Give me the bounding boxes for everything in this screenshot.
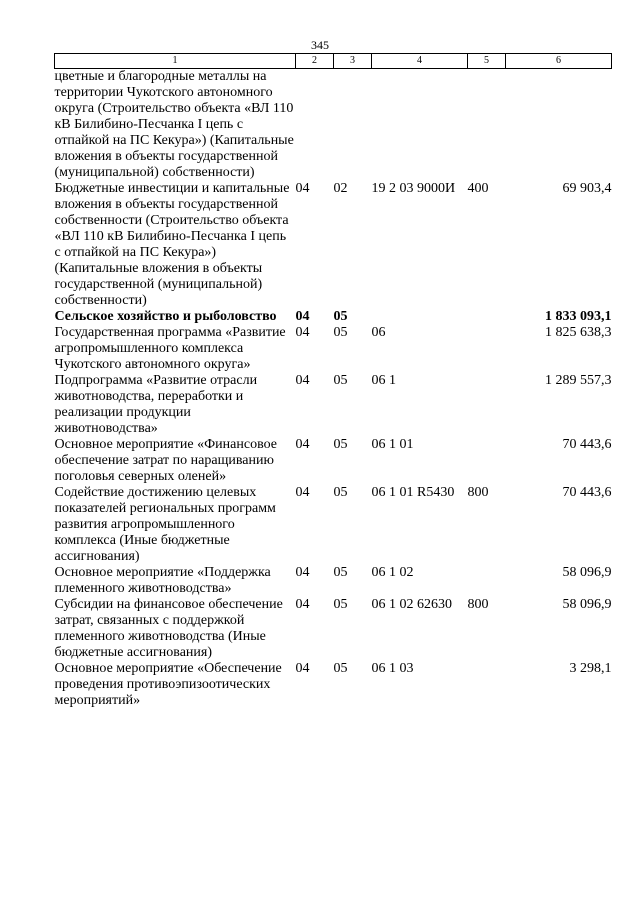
row-description: Подпрограмма «Развитие отрасли животноводства, переработки и реализации продукции животноводства» [54,373,258,436]
row-amount: 1 825 638,3 [545,325,612,340]
row-description: Бюджетные инвестиции и капитальные вложения в объекты государственной собственности (Строительство объекта «ВЛ 110 кВ Билибино-Песчанка I цепь с отпайкой на ПС Кекура») (Капитальные вложения в объекты государственной (муниципальной) собственности) [54,181,290,308]
row-expense-type [468,373,506,437]
row-target-article: 06 [371,325,386,340]
table-row [55,565,612,597]
row-subsection-code: 05 [333,661,348,676]
row-description: Основное мероприятие «Финансовое обеспечение затрат по наращиванию поголовья северных оленей» [54,437,277,484]
row-section-code: 04 [295,597,310,612]
table-row [55,325,612,373]
row-expense-type [468,661,506,709]
table-row [55,437,612,485]
table-row [55,597,612,661]
table-row [55,181,612,309]
row-target-article: 06 1 03 [371,661,414,676]
row-amount: 1 289 557,3 [545,373,612,388]
row-subsection-code: 05 [333,485,348,500]
row-amount: 70 443,6 [562,485,612,500]
header-col-6: 6 [506,54,612,69]
row-section-code: 04 [295,485,310,500]
header-col-3: 3 [334,54,372,69]
row-target-article [372,309,468,325]
row-section-code: 04 [295,309,310,324]
table-row [55,485,612,565]
row-subsection-code: 05 [333,565,348,580]
row-subsection-code [334,69,372,182]
budget-table [54,53,612,709]
table-row [55,373,612,437]
row-expense-type [468,565,506,597]
row-section-code: 04 [295,325,310,340]
row-section-code: 04 [295,181,310,196]
row-amount: 70 443,6 [562,437,612,452]
row-amount: 1 833 093,1 [545,309,612,324]
row-amount [506,69,612,182]
row-expense-type: 400 [467,181,489,196]
table-header-row [55,54,612,69]
row-expense-type [468,325,506,373]
row-expense-type: 800 [467,597,489,612]
row-target-article: 06 1 02 62630 [371,597,452,612]
header-col-1: 1 [55,54,296,69]
row-section-code: 04 [295,565,310,580]
row-amount: 69 903,4 [562,181,612,196]
row-description: Основное мероприятие «Обеспечение проведения противоэпизоотических мероприятий» [54,661,282,708]
row-expense-type [468,437,506,485]
row-description: Государственная программа «Развитие агропромышленного комплекса Чукотского автономного округа» [54,325,286,372]
row-subsection-code: 05 [333,309,348,324]
row-section-code: 04 [295,373,310,388]
row-subsection-code: 05 [333,325,348,340]
row-target-article: 06 1 02 [371,565,414,580]
row-target-article: 06 1 01 [371,437,414,452]
row-target-article: 19 2 03 9000И [371,181,456,196]
row-subsection-code: 05 [333,597,348,612]
row-amount: 58 096,9 [562,565,612,580]
row-description: Содействие достижению целевых показателей региональных программ развития агропромышленного комплекса (Иные бюджетные ассигнования) [54,485,276,564]
page-number: 345 [311,38,329,52]
table-row [55,69,612,182]
header-col-5: 5 [468,54,506,69]
row-expense-type [468,309,506,325]
table-row [55,661,612,709]
header-col-2: 2 [296,54,334,69]
row-description: Сельское хозяйство и рыболовство [54,309,277,324]
row-subsection-code: 05 [333,437,348,452]
row-section-code: 04 [295,661,310,676]
row-subsection-code: 02 [333,181,348,196]
row-subsection-code: 05 [333,373,348,388]
row-expense-type [468,69,506,182]
row-target-article [372,69,468,182]
row-target-article: 06 1 01 R5430 [371,485,455,500]
row-section-code: 04 [295,437,310,452]
row-target-article: 06 1 [371,373,396,388]
row-description: цветные и благородные металлы на территории Чукотского автономного округа (Строительство объекта «ВЛ 110 кВ Билибино-Песчанка I цепь с отпайкой на ПС Кекура») (Капитальные вложения в объекты государственной (муниципальной) собственности) [54,69,294,180]
row-description: Основное мероприятие «Поддержка племенного животноводства» [54,565,271,596]
row-section-code [296,69,334,182]
header-col-4: 4 [372,54,468,69]
row-amount: 58 096,9 [562,597,612,612]
row-amount: 3 298,1 [569,661,612,676]
table-row-section-total [55,309,612,325]
row-expense-type: 800 [467,485,489,500]
row-description: Субсидии на финансовое обеспечение затрат, связанных с поддержкой племенного животноводства (Иные бюджетные ассигнования) [54,597,283,660]
